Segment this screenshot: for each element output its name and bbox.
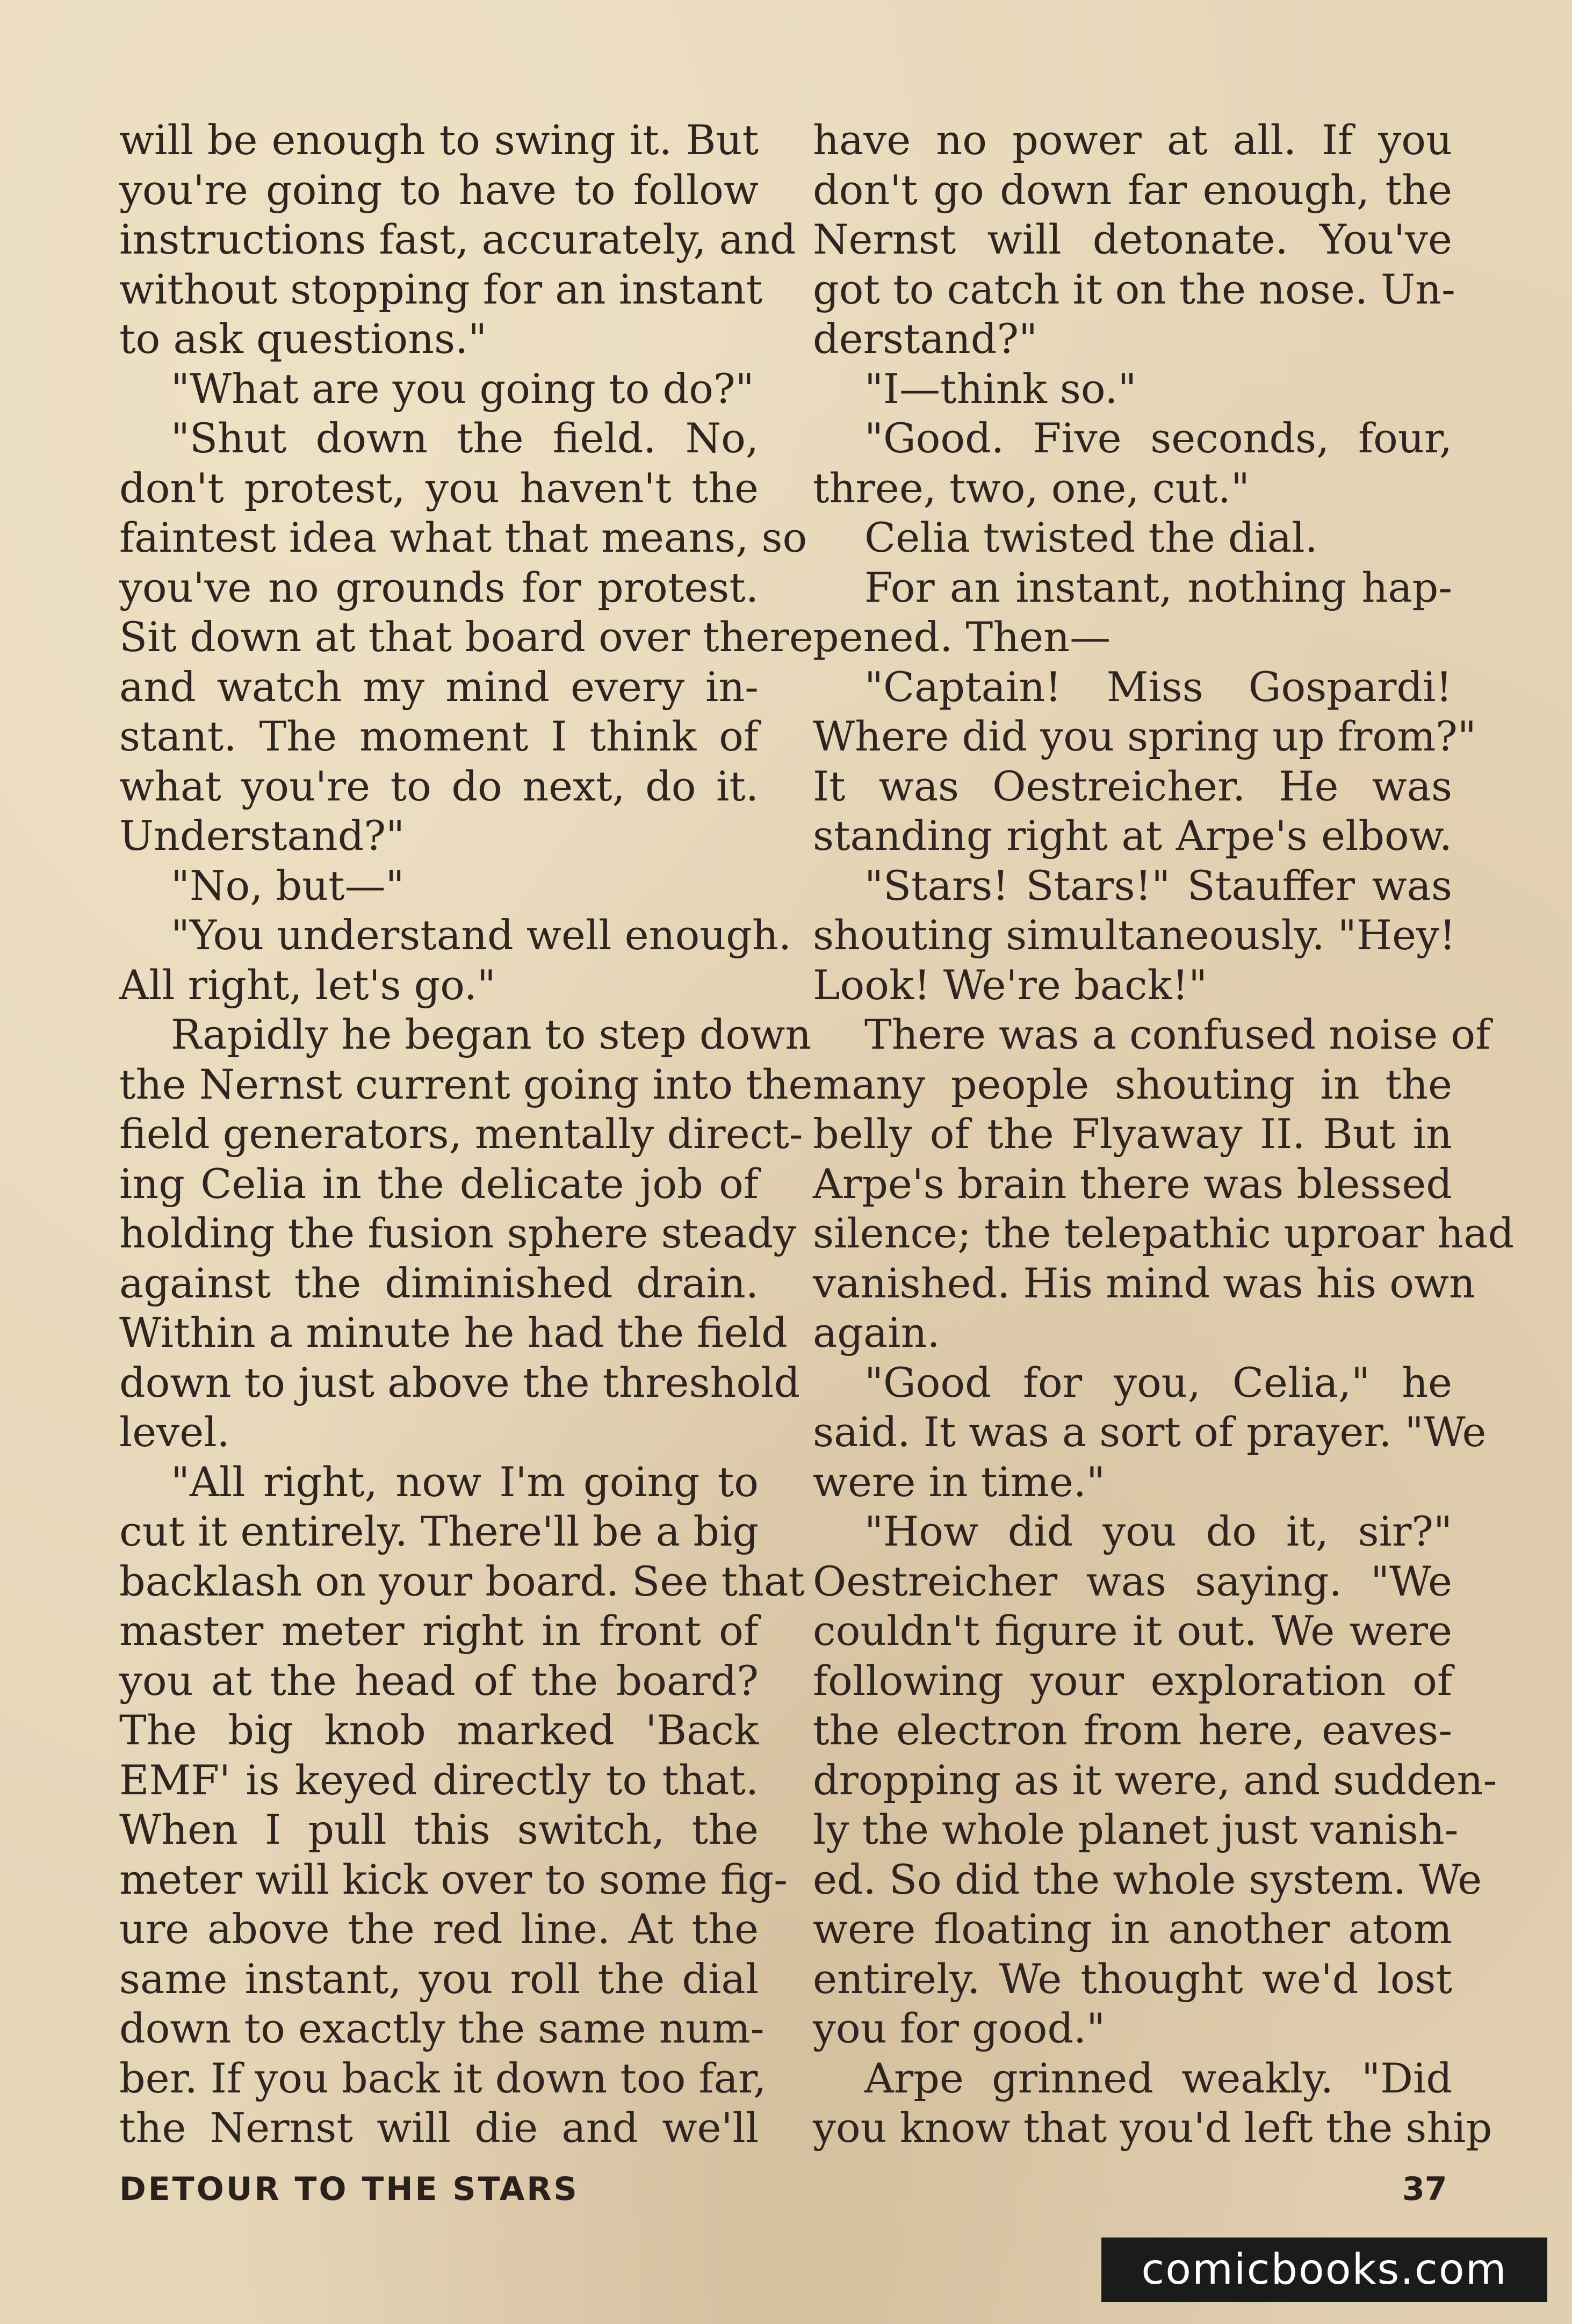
text-line: Rapidly he began to step down [171,1011,812,1058]
text-line: again. [813,1309,940,1356]
text-line: Oestreicher was saying. "We [813,1557,1452,1605]
text-line: All right, let's go." [119,961,496,1009]
text-line: same instant, you roll the dial [119,1954,759,2003]
text-line: Arpe's brain there was blessed [813,1159,1452,1208]
text-line: cut it entirely. There'll be a big [119,1507,759,1555]
text-line: "Good. Five seconds, four, [864,414,1452,462]
text-line: For an instant, nothing hap- [864,563,1452,611]
text-line: three, two, one, cut." [813,464,1250,512]
text-line: Arpe grinned weakly. "Did [864,2054,1452,2102]
text-line: you for good." [813,2004,1106,2052]
text-line: the Nernst current going into the [119,1060,813,1108]
text-line: ly the whole planet just vanish- [813,1806,1459,1853]
text-line: were in time." [813,1457,1105,1506]
right-text-column [813,116,1515,2153]
text-line: many people shouting in the [813,1060,1452,1108]
text-line: Where did you spring up from?" [813,712,1476,760]
text-line: ure above the red line. At the [119,1905,759,1953]
running-footer-title: DETOUR TO THE STARS [119,2170,579,2208]
text-line: you know that you'd left the ship [813,2104,1492,2152]
text-line: have no power at all. If you [813,116,1452,164]
text-line: field generators, mentally direct- [119,1110,803,1158]
text-line: shouting simultaneously. "Hey! [813,911,1456,959]
text-line: vanished. His mind was his own [813,1259,1475,1307]
text-line: "You understand well enough. [171,911,792,959]
text-line: Within a minute he had the field [119,1309,788,1356]
text-line: the Nernst will die and we'll [119,2104,759,2152]
text-line: you've no grounds for protest. [119,563,759,611]
text-line: "Stars! Stars!" Stauffer was [864,861,1452,910]
text-line: holding the fusion sphere steady [119,1209,797,1257]
text-line: The big knob marked 'Back [119,1706,759,1754]
text-line: and watch my mind every in- [119,662,759,711]
text-line: the electron from here, eaves- [813,1706,1452,1754]
text-line: were floating in another atom [813,1905,1452,1953]
text-line: Celia twisted the dial. [864,514,1318,561]
text-line: don't go down far enough, the [813,165,1452,214]
text-line: dropping as it were, and sudden- [813,1756,1497,1804]
text-line: "All right, now I'm going to [171,1457,759,1506]
text-line: backlash on your board. See that [119,1557,805,1605]
text-line: stant. The moment I think of [119,712,759,760]
text-line: got to catch it on the nose. Un- [813,265,1455,313]
text-line: ber. If you back it down too far, [119,2054,767,2102]
text-line: to ask questions." [119,315,487,363]
text-line: faintest idea what that means, so [119,514,807,561]
text-line: will be enough to swing it. But [119,116,759,164]
text-line: what you're to do next, do it. [119,762,759,810]
text-line: ed. So did the whole system. We [813,1855,1482,1903]
text-line: When I pull this switch, the [119,1806,759,1853]
text-line: Sit down at that board over there [119,613,813,661]
text-line: pened. Then— [813,613,1111,661]
text-line: down to exactly the same num- [119,2004,765,2052]
text-line: belly of the Flyaway II. But in [813,1110,1452,1158]
text-line: standing right at Arpe's elbow. [813,812,1452,860]
watermark: comicbooks.com [1101,2238,1547,2302]
text-line: Nernst will detonate. You've [813,215,1452,263]
text-line: silence; the telepathic uproar had [813,1209,1515,1257]
text-line: without stopping for an instant [119,265,763,313]
text-line: "No, but—" [171,861,405,910]
text-line: against the diminished drain. [119,1259,759,1307]
text-line: you at the head of the board? [119,1656,759,1705]
page-number: 37 [1402,2170,1447,2208]
text-line: EMF' is keyed directly to that. [119,1756,759,1804]
text-line: derstand?" [813,315,1038,363]
text-line: level. [119,1408,230,1456]
text-line: "Captain! Miss Gospardi! [864,662,1452,711]
text-line: Look! We're back!" [813,961,1208,1009]
text-line: It was Oestreicher. He was [813,762,1452,810]
text-line: "I—think so." [864,364,1137,413]
text-line: down to just above the threshold [119,1358,801,1406]
text-line: couldn't figure it out. We were [813,1607,1452,1655]
text-line: "Good for you, Celia," he [864,1358,1452,1406]
text-line: There was a confused noise of [864,1011,1491,1058]
text-line: "Shut down the field. No, [171,414,759,462]
text-line: said. It was a sort of prayer. "We [813,1408,1487,1456]
text-line: "How did you do it, sir?" [864,1507,1452,1555]
text-line: Understand?" [119,812,405,860]
text-line: "What are you going to do?" [171,364,754,413]
left-text-column [119,116,813,2153]
text-line: entirely. We thought we'd lost [813,1954,1452,2003]
text-line: you're going to have to follow [119,165,759,214]
text-line: following your exploration of [813,1656,1452,1705]
text-line: meter will kick over to some fig- [119,1855,788,1903]
text-line: don't protest, you haven't the [119,464,759,512]
text-line: ing Celia in the delicate job of [119,1159,759,1208]
text-line: instructions fast, accurately, and [119,215,796,263]
text-line: master meter right in front of [119,1607,759,1655]
